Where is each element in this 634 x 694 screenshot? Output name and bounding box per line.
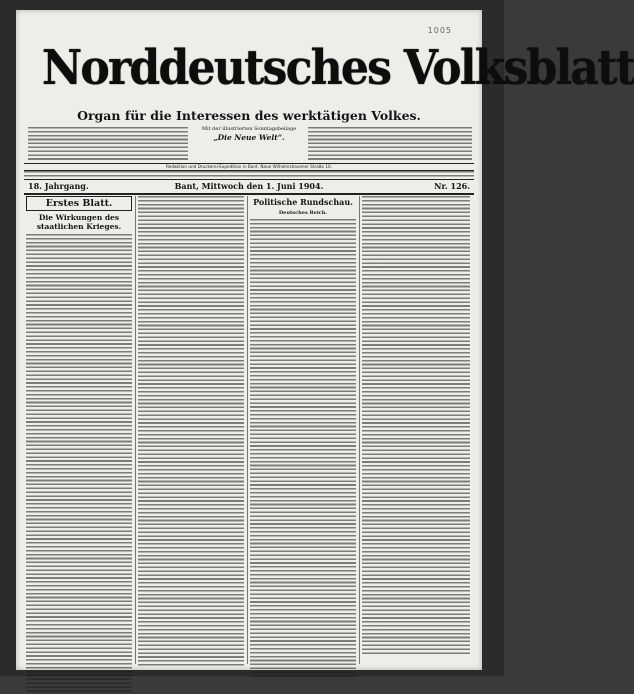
volume: 18. Jahrgang. (28, 181, 89, 191)
page-number: 1005 (427, 26, 452, 35)
column-3 (250, 196, 356, 666)
column-2-body (138, 196, 244, 666)
column-4-body (362, 196, 470, 656)
subscription-notice-left (28, 127, 188, 161)
first-sheet-box: Erstes Blatt. (26, 196, 132, 211)
lead-article-headline: Die Wirkungen des staatlichen Krieges. (36, 213, 122, 231)
issue-date: Bant, Mittwoch den 1. Juni 1904. (174, 181, 324, 191)
politics-section: Deutsches Reich. (278, 209, 328, 216)
newspaper-page (16, 10, 634, 670)
masthead-subtitle: Organ für die Interessen des werktätigen Volkes. (77, 108, 421, 123)
lead-article-body (26, 234, 132, 694)
issue-number: Nr. 126. (434, 181, 470, 191)
dateline-rule (24, 193, 474, 195)
column-2 (138, 196, 244, 666)
column-4 (362, 196, 470, 666)
advertisement-notice-right (308, 127, 472, 161)
column-divider (359, 196, 360, 664)
branch-offices-strip (24, 171, 474, 179)
column-divider (247, 196, 248, 664)
column-divider (135, 196, 136, 664)
supplement-notice (201, 126, 297, 142)
supplement-name: „Die Neue Welt“. (213, 133, 285, 142)
dateline (24, 180, 474, 192)
supplement-intro: Mit der illustrierten Sonntagsbeilage (201, 126, 297, 132)
politics-body (250, 219, 356, 679)
office-line: Redaktion und Druckerei-Expedition in Bant, Neue Wilhelmshavener Straße 10. (166, 164, 332, 169)
column-1 (26, 196, 132, 666)
masthead-title: Norddeutsches Volksblatt (41, 40, 634, 96)
politics-headline: Politische Rundschau. (253, 197, 353, 207)
